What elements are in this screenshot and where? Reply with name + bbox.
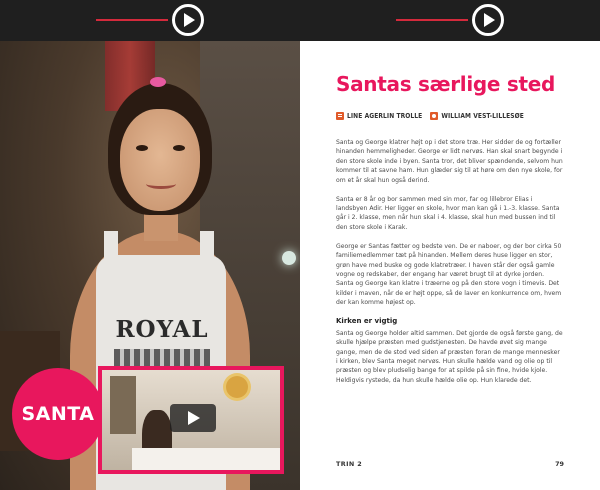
play-icon [484,13,495,27]
article-page [300,41,600,490]
play-icon [184,13,195,27]
play-button[interactable] [172,4,204,36]
pen-icon [336,112,344,120]
camera-icon [430,112,438,120]
audio-progress-track[interactable] [396,19,468,21]
girl-face [120,109,200,211]
author-name: LINE AGERLIN TROLLE [347,112,423,120]
play-icon [188,411,200,425]
paragraph: Santa og George holder altid sammen. Det gjorde de også første gang, de skulle hjælpe præsten med gudstjenesten. De havde øvet sig mange gange, men de de stod ved siden af præsten foran de mange mennesker i kirken, blev Santa meget nervøs. Hun skulle hælde vand og olie op til præsten og blev pludselig bange for at spilde på sin fine, hvide kjole. Heldigvis rystede, da hun skulle hælde olie op. Hun klarede det. [336,329,563,384]
section-label: TRIN 2 [336,460,363,468]
paragraph: Santa er 8 år og bor sammen med sin mor, far og lillebror Elias i landsbyen Adir. Her ligger en skole, hvor man kan gå i 1.-3. klasse. Santa går i 2. klasse, men når hun skal i 4. klasse, skal hun med bussen ind til den store skole i Karak. [336,195,560,231]
video-thumbnail[interactable] [98,366,284,474]
audio-bar [0,0,600,41]
video-play-button[interactable] [170,404,216,432]
girl-smile [146,179,176,189]
name-badge-label: SANTA [21,403,95,425]
subheading: Kirken er vigtig [336,317,398,326]
video-scene [110,376,136,434]
photo-background [282,251,296,265]
audio-player-right [392,4,508,38]
article-title: Santas særlige sted [336,72,555,96]
paragraph: Santa og George klatrer højt op i det store træ. Her sidder de og fortæller hinanden hemmeligheder. George er lidt nervøs. Han skal snart begynde i den store skole inde i byen. Santa tror, det bliver spændende, selvom hun kommer til at savne ham. Hun glæder sig til at høre om den nye skole, for om et år skal hun også derind. [336,139,563,184]
video-scene [226,376,248,398]
article-body [336,138,563,395]
audio-progress-track[interactable] [96,19,168,21]
girl-eye [136,145,148,151]
hair-tie [150,77,166,87]
page-number: 79 [555,460,564,468]
bylines [336,110,524,122]
photographer-name: WILLIAM VEST-LILLESØE [441,112,524,120]
play-button[interactable] [472,4,504,36]
audio-player-left [92,4,208,38]
video-scene [132,448,282,470]
paragraph: George er Santas fætter og bedste ven. De er naboer, og der bor cirka 50 familiemedlemmer tæt på hinanden. Mellem deres huse ligger en stor, grøn have med buske og gode klatretræer. I haven står der også gamle vogne og redskaber, der engang har været brugt til at dyrke jorden. Santa og George kan klatre i træerne og på den store vogn i timevis. Det kilder i maven, når de er højt oppe, så de laver en konkurrence om, hvem der kan komme højest op. [336,242,562,307]
shirt-print-text: ROYAL [115,315,209,343]
girl-eye [173,145,185,151]
name-badge [12,368,104,460]
